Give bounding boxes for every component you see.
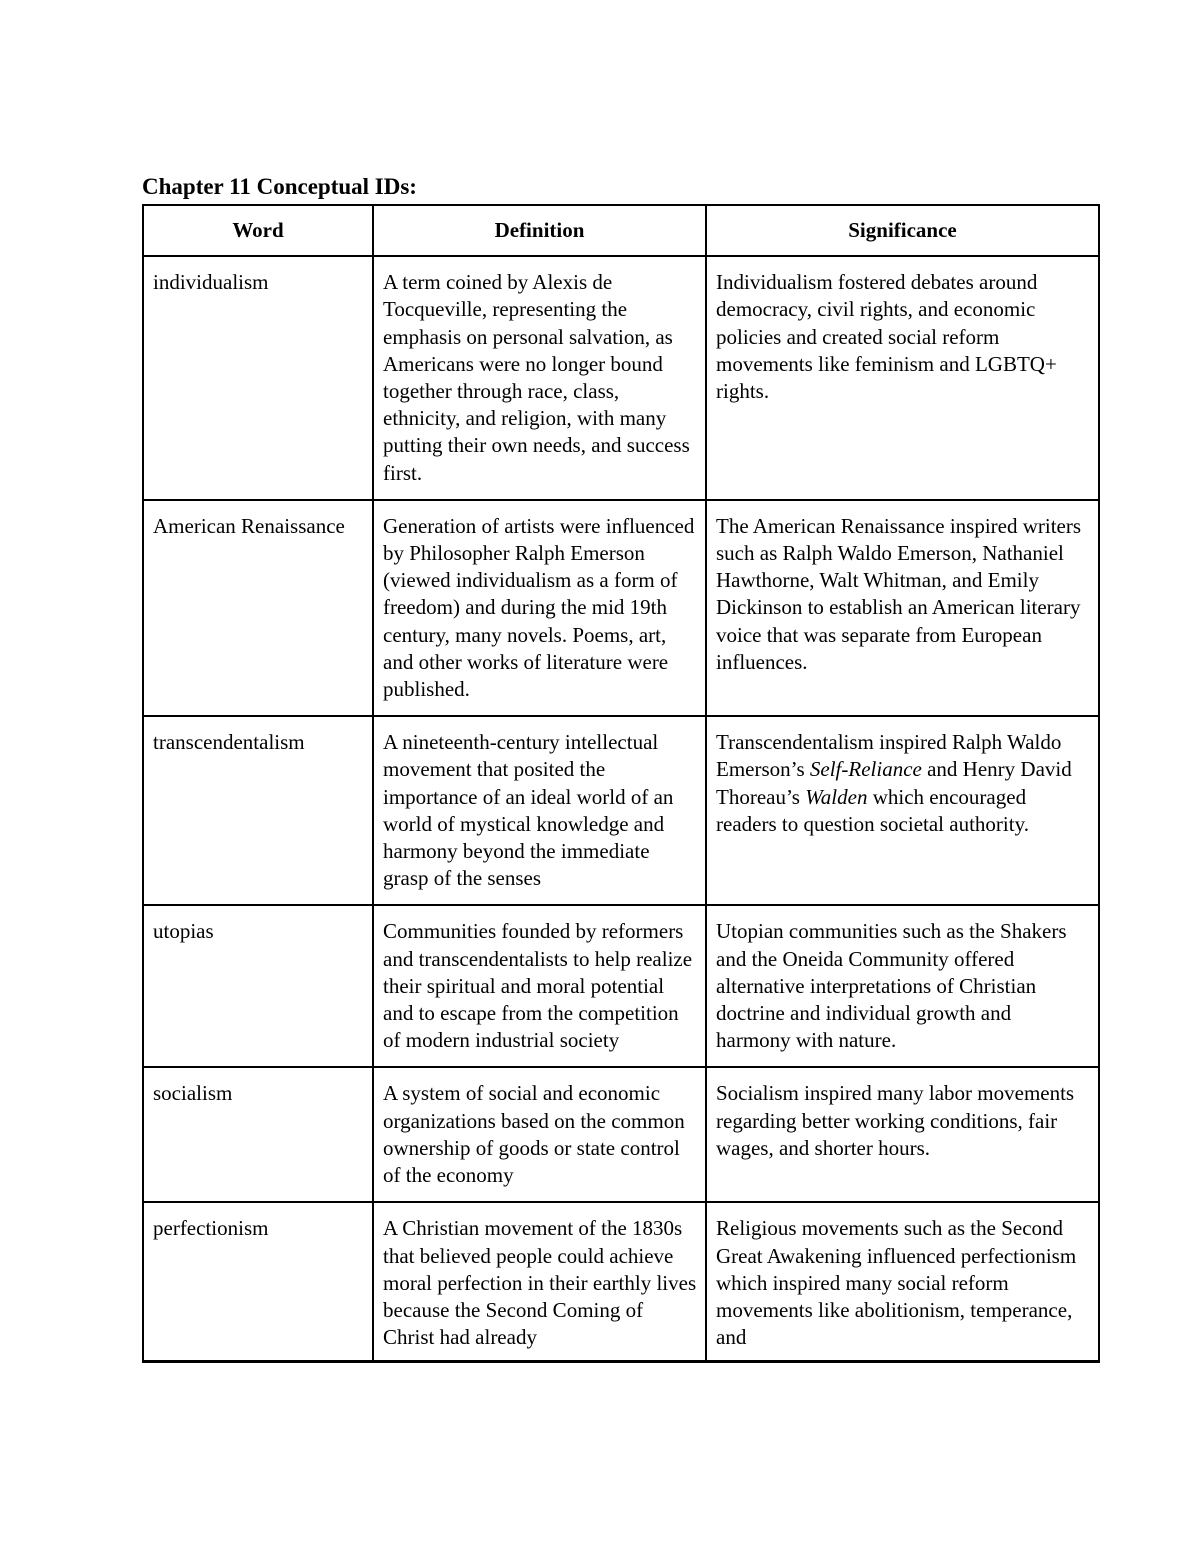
conceptual-ids-table [142, 204, 1100, 1363]
definition-cell: A nineteenth-century intellectual movement that posited the importance of an ideal world of an world of mystical knowledge and harmony beyond the immediate grasp of the senses [373, 716, 706, 905]
definition-cell: Generation of artists were influenced by Philosopher Ralph Emerson (viewed individualism as a form of freedom) and during the mid 19th century, many novels. Poems, art, and other works of literature were published. [373, 500, 706, 716]
word-cell: individualism [143, 256, 373, 500]
header-word: Word [143, 205, 373, 256]
word-cell: socialism [143, 1067, 373, 1202]
page-title: Chapter 11 Conceptual IDs: [142, 174, 417, 199]
significance-cell: The American Renaissance inspired writers such as Ralph Waldo Emerson, Nathaniel Hawthorne, Walt Whitman, and Emily Dickinson to establish an American literary voice that was separate from European influences. [706, 500, 1099, 716]
table-header-row [143, 205, 1099, 256]
word-cell: American Renaissance [143, 500, 373, 716]
significance-cell [706, 716, 1099, 905]
definition-cell: A Christian movement of the 1830s that believed people could achieve moral perfection in their earthly lives because the Second Coming of Christ had already [373, 1202, 706, 1362]
work-title-walden: Walden [805, 784, 868, 809]
significance-cell: Religious movements such as the Second Great Awakening influenced perfectionism which inspired many social reform movements like abolitionism, temperance, and [706, 1202, 1099, 1362]
definition-cell: Communities founded by reformers and transcendentalists to help realize their spiritual and moral potential and to escape from the competition of modern industrial society [373, 905, 706, 1067]
work-title-self-reliance: Self-Reliance [809, 757, 922, 782]
significance-cell: Socialism inspired many labor movements regarding better working conditions, fair wages, and shorter hours. [706, 1067, 1099, 1202]
significance-cell: Individualism fostered debates around democracy, civil rights, and economic policies and created social reform movements like feminism and LGBTQ+ rights. [706, 256, 1099, 500]
word-cell: perfectionism [143, 1202, 373, 1362]
table-row [143, 500, 1099, 716]
word-cell: transcendentalism [143, 716, 373, 905]
table-row [143, 256, 1099, 500]
header-definition: Definition [373, 205, 706, 256]
word-cell: utopias [143, 905, 373, 1067]
table-row [143, 716, 1099, 905]
definition-cell: A system of social and economic organizations based on the common ownership of goods or state control of the economy [373, 1067, 706, 1202]
table-row [143, 1202, 1099, 1362]
significance-text: Transcendentalism inspired Ralph Waldo Emerson’s [716, 730, 1062, 782]
definition-cell: A term coined by Alexis de Tocqueville, representing the emphasis on personal salvation, as Americans were no longer bound together through race, class, ethnicity, and religion, with many putting their own needs, and success first. [373, 256, 706, 500]
table-row [143, 905, 1099, 1067]
header-significance: Significance [706, 205, 1099, 256]
significance-text: and Henry David Thoreau’s [716, 757, 1072, 809]
significance-cell: Utopian communities such as the Shakers and the Oneida Community offered alternative interpretations of Christian doctrine and individual growth and harmony with nature. [706, 905, 1099, 1067]
table-row [143, 1067, 1099, 1202]
significance-text: which encouraged readers to question societal authority. [716, 784, 1029, 836]
